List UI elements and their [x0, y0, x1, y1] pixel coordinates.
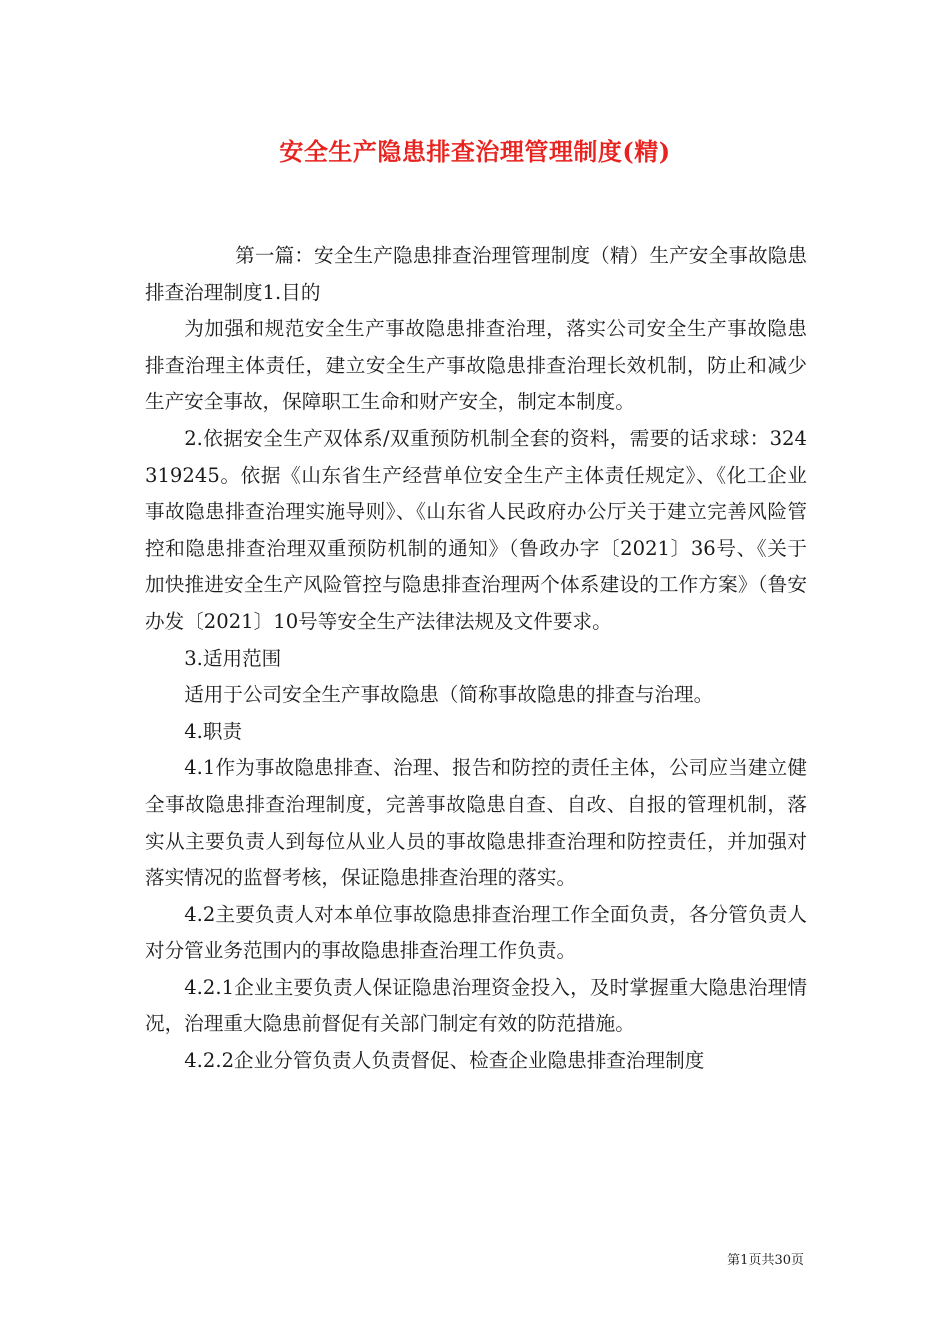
paragraph-purpose: 为加强和规范安全生产事故隐患排查治理，落实公司安全生产事故隐患排查治理主体责任，建立安全生产事故隐患排查治理长效机制，防止和减少生产安全事故，保障职工生命和财产安全，制定本制度。	[145, 317, 807, 414]
paragraph-duty-4-2: 4.2主要负责人对本单位事故隐患排查治理工作全面负责，各分管负责人对分管业务范围内的事故隐患排查治理工作负责。	[145, 902, 807, 963]
page-number: 第1页共30页	[727, 1253, 804, 1268]
paragraph-scope-heading: 3.适用范围	[184, 646, 282, 670]
paragraph-duty-4-1: 4.1作为事故隐患排查、治理、报告和防控的责任主体，公司应当建立健全事故隐患排查治理制度，完善事故隐患自查、自改、自报的管理机制，落实从主要负责人到每位从业人员的事故隐患排查治理和防控责任，并加强对落实情况的监督考核，保证隐患排查治理的落实。	[145, 756, 807, 890]
paragraph-scope: 适用于公司安全生产事故隐患（简称事故隐患的排查与治理。	[184, 683, 714, 707]
paragraph-duty-4-2-1: 4.2.1企业主要负责人保证隐患治理资金投入，及时掌握重大隐患治理情况，治理重大隐患前督促有关部门制定有效的防范措施。	[145, 975, 807, 1036]
paragraph-intro: 第一篇：安全生产隐患排查治理管理制度（精）生产安全事故隐患排查治理制度1.目的	[145, 244, 807, 304]
paragraph-duty-4-2-2: 4.2.2企业分管负责人负责督促、检查企业隐患排查治理制度	[184, 1049, 705, 1073]
paragraph-duties-heading: 4.职责	[184, 719, 243, 743]
document-body	[145, 238, 807, 1080]
document-title: 安全生产隐患排查治理管理制度(精)	[279, 137, 671, 166]
paragraph-basis: 2.依据安全生产双体系/双重预防机制全套的资料，需要的话求球：324319245。依据《山东省生产经营单位安全生产主体责任规定》、《化工企业事故隐患排查治理实施导则》、《山东省人民政府办公厅关于建立完善风险管控和隐患排查治理双重预防机制的通知》（鲁政办字〔2021〕36号、《关于加快推进安全生产风险管控与隐患排查治理两个体系建设的工作方案》（鲁安办发〔2021〕10号等安全生产法律法规及文件要求。	[145, 426, 807, 633]
